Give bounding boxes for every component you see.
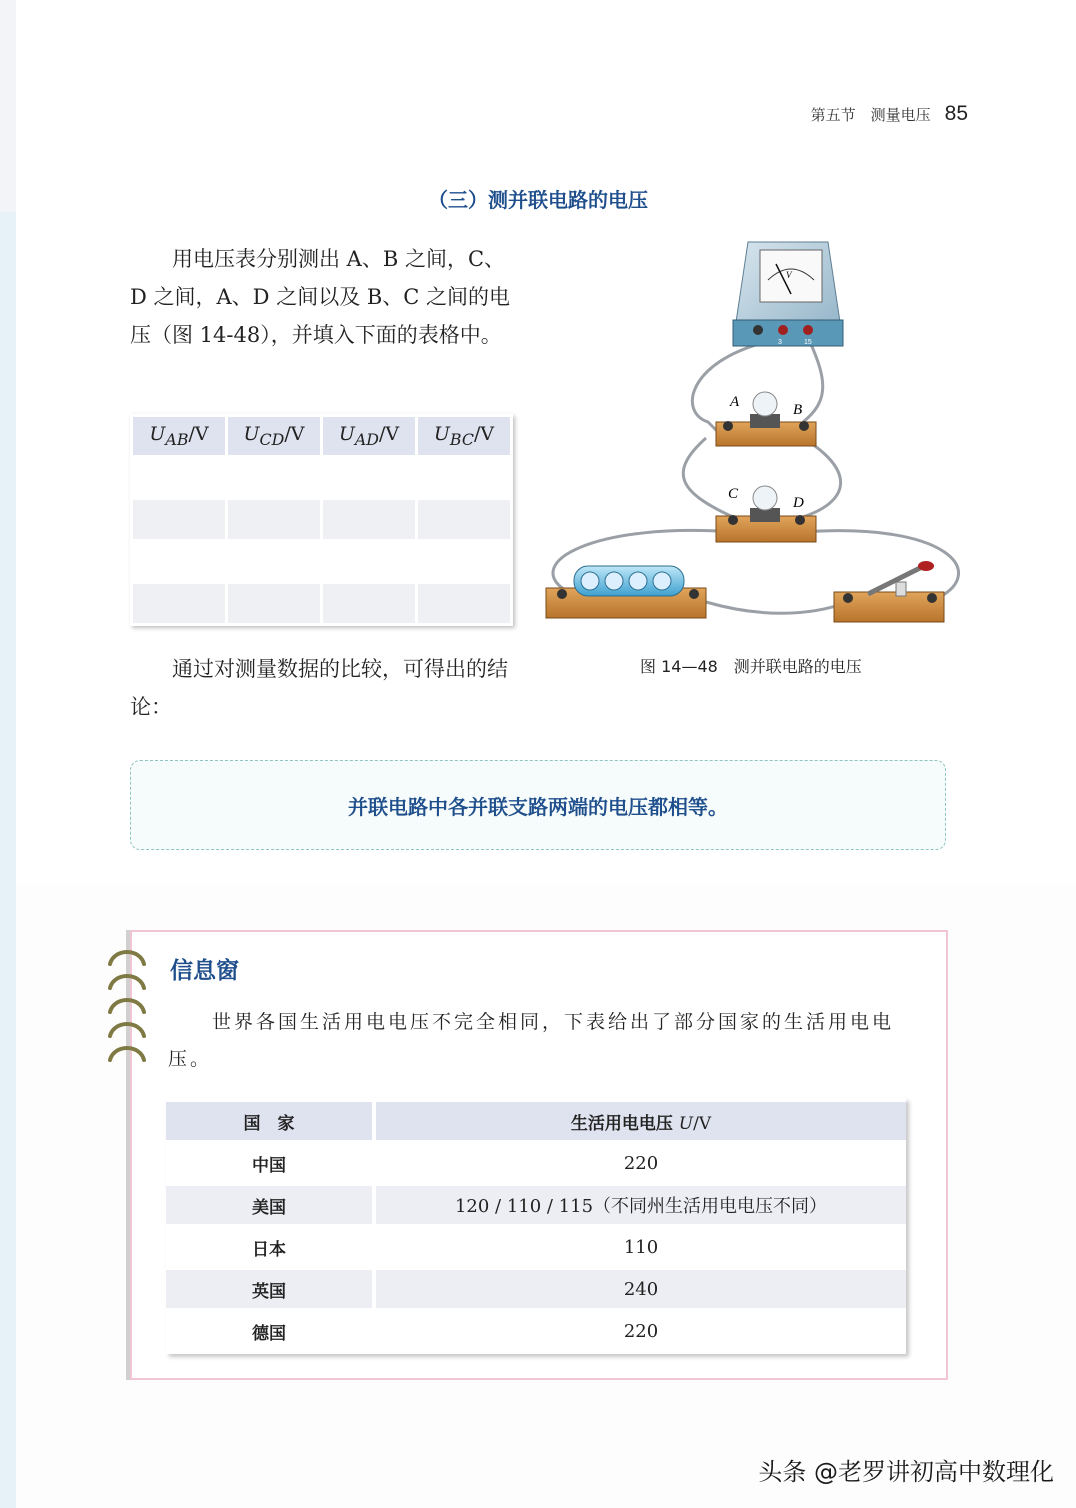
svg-text:D: D: [793, 495, 804, 511]
svg-text:3: 3: [778, 339, 782, 346]
table-row: 日本 110: [166, 1228, 906, 1266]
table-row: 英国 240: [166, 1270, 906, 1308]
table-row: [133, 500, 510, 539]
binder-rings-icon: [104, 946, 154, 1076]
table-row: [133, 584, 510, 623]
intro-paragraph: 用电压表分别测出 A、B 之间，C、D 之间，A、D 之间以及 B、C 之间的电压（图 14-48），并填入下面的表格中。: [130, 247, 511, 347]
header-ubc: $U_{BC}/V$: [418, 417, 510, 455]
lamp-board-cd: [716, 486, 816, 542]
voltage-table: [166, 1098, 906, 1354]
watermark: 头条 @老罗讲初高中数理化: [758, 1458, 1054, 1486]
page-edge-strip: [0, 212, 16, 1508]
page-edge-top: [0, 0, 16, 212]
header-ucd: $U_{CD}/V$: [228, 417, 320, 455]
conclusion-box: [130, 760, 946, 850]
table-row: 美国 120 / 110 / 115（不同州生活用电电压不同）: [166, 1186, 906, 1224]
svg-text:B: B: [793, 402, 803, 418]
header-uab: $U_{AB}/V$: [133, 417, 225, 455]
record-table: [130, 414, 513, 626]
section-title: （三）测并联电路的电压: [428, 188, 648, 212]
svg-text:C: C: [728, 486, 739, 502]
svg-text:V: V: [786, 270, 792, 280]
table-row: [133, 458, 510, 497]
knife-switch: [834, 561, 944, 622]
col-voltage-header: 生活用电电压 U/V: [376, 1102, 906, 1140]
voltmeter: [733, 242, 843, 346]
page-number: 85: [944, 102, 968, 125]
table-row: 中国 220: [166, 1144, 906, 1182]
lamp-board-ab: [716, 392, 816, 446]
conclusion-text: 并联电路中各并联支路两端的电压都相等。: [348, 794, 728, 819]
col-country-header: 国 家: [166, 1102, 376, 1140]
page-header: [811, 102, 968, 126]
header-uad: $U_{AD}/V$: [323, 417, 415, 455]
table-row: 德国 220: [166, 1312, 906, 1350]
table-row: [133, 542, 510, 581]
svg-text:15: 15: [804, 339, 812, 346]
info-window-text: 世界各国生活用电电压不完全相同，下表给出了部分国家的生活用电电压。: [168, 1011, 895, 1070]
parallel-circuit-figure: [528, 232, 972, 640]
battery-holder: [546, 566, 706, 618]
compare-paragraph: 通过对测量数据的比较，可得出的结论：: [130, 657, 508, 719]
figure-caption: 图 14—48 测并联电路的电压: [640, 657, 862, 676]
svg-text:A: A: [730, 394, 740, 410]
info-window-title: 信息窗: [170, 958, 239, 984]
header-section: 第五节 测量电压: [810, 106, 931, 124]
